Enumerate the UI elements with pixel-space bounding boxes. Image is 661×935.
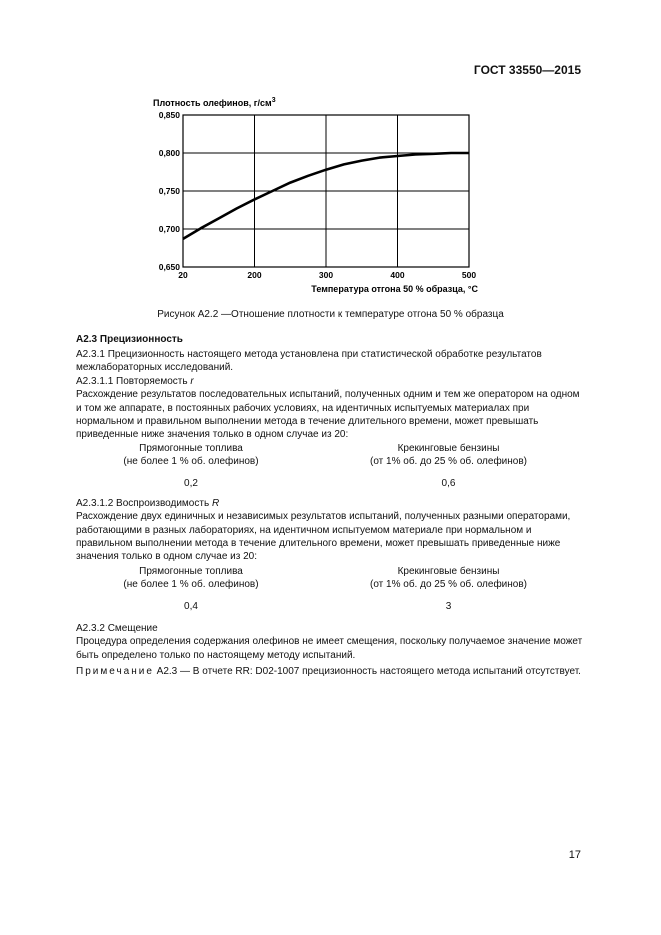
y-axis-label: Плотность олефинов, $г/см^3$ <box>153 97 276 108</box>
reprod-value-2: 3 <box>445 601 452 612</box>
col1-sub: (не более 1 % об. олефинов) <box>123 456 259 467</box>
x-tick-label: 400 <box>390 270 405 280</box>
section-heading <box>76 333 584 346</box>
figure-caption: Рисунок А2.2 —Отношение плотности к температуре отгона 50 % образца <box>157 309 504 320</box>
density-chart <box>140 92 490 302</box>
col1-title: Прямогонные топлива <box>139 443 243 454</box>
plot-area <box>159 110 477 280</box>
repeatability-block <box>76 375 584 441</box>
bias-title: А2.3.2 Смещение <box>76 623 158 634</box>
repeatability-title: А2.3.1.1 Повторяемость r <box>76 376 194 387</box>
col2-sub-2: (от 1% об. до 25 % об. олефинов) <box>370 579 527 590</box>
repeatability-text: Расхождение результатов последовательных испытаний, полученных одним и тем же оператором на одном и том же аппарате, в постоянных рабочих условиях, на идентичных испытуемых материалах при нормальном и правильном выполнении метода в течение длительного времени, может превышать приведенные ниже значения только в одном случае из 20: <box>76 389 580 441</box>
y-tick-label: 0,700 <box>158 224 180 234</box>
section-title: А2.3 Прецизионность <box>76 334 183 345</box>
precision-intro <box>76 348 584 375</box>
x-tick-label: 300 <box>318 270 334 280</box>
document-id: ГОСТ 33550—2015 <box>473 63 581 77</box>
col2-title: Крекинговые бензины <box>397 443 500 454</box>
page-number: 17 <box>568 849 581 861</box>
note-block <box>76 665 584 678</box>
reprod-value-1: 0,4 <box>184 601 198 612</box>
x-axis-label: Температура отгона 50 % образца, °С <box>311 284 478 294</box>
y-tick-label: 0,850 <box>158 110 180 120</box>
col1-title-2: Прямогонные топлива <box>139 566 243 577</box>
y-tick-label: 0,650 <box>158 262 180 272</box>
precision-paragraph: А2.3.1 Прецизионность настоящего метода установлена при статистической обработке результатов межлабораторных исследований. <box>76 349 542 374</box>
note-label: Примечание <box>76 666 154 677</box>
reproducibility-title: А2.3.1.2 Воспроизводимость R <box>76 498 220 509</box>
y-tick-label: 0,800 <box>158 148 180 158</box>
y-tick-label: 0,750 <box>158 186 180 196</box>
x-tick-label: 20 <box>178 270 188 280</box>
bias-block <box>76 622 584 662</box>
repeat-value-1: 0,2 <box>184 478 198 489</box>
bias-text: Процедура определения содержания олефинов не имеет смещения, поскольку получаемое значение может быть определено только по настоящему методу испытаний. <box>76 636 583 661</box>
symbol-R: R <box>211 498 220 509</box>
reproducibility-block <box>76 497 584 563</box>
symbol-r: r <box>190 376 194 387</box>
repeat-value-2: 0,6 <box>441 478 456 489</box>
x-tick-label: 200 <box>247 270 262 280</box>
x-tick-label: 500 <box>461 270 477 280</box>
reproducibility-text: Расхождение двух единичных и независимых результатов испытаний, полученных разными операторами, работающими в разных лабораториях, на идентичном испытуемом материале при нормальном и правильном выполнении метода в течение длительного времени, может превышать приведенные ниже значения только в одном случае из 20: <box>76 511 571 563</box>
note-text: Примечание А2.3 — В отчете RR: D02-1007 прецизионность настоящего метода испытаний отсутствует. <box>76 666 581 677</box>
col2-title-2: Крекинговые бензины <box>397 566 500 577</box>
col1-sub-2: (не более 1 % об. олефинов) <box>123 579 259 590</box>
col2-sub: (от 1% об. до 25 % об. олефинов) <box>370 456 527 467</box>
